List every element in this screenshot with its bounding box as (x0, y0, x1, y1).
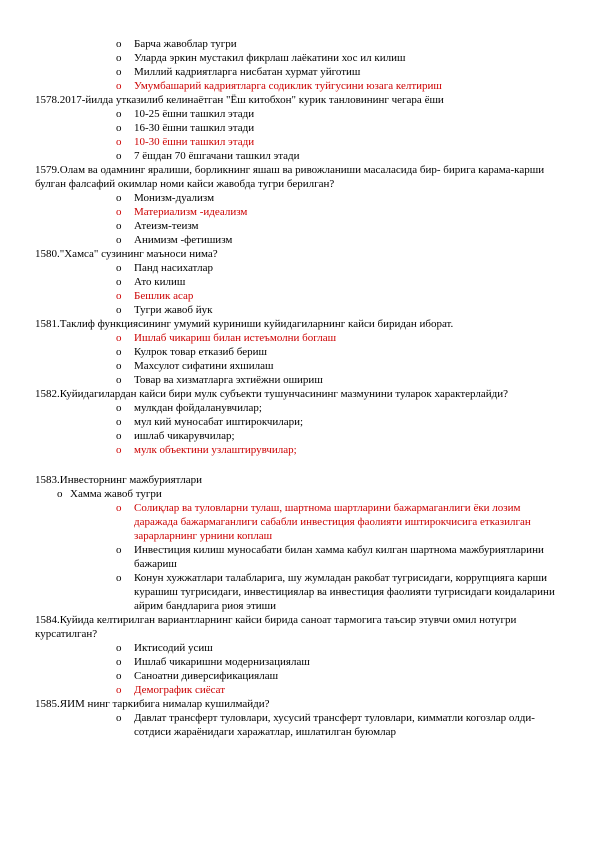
answer-option (0, 65, 555, 79)
bullet-icon: o (116, 276, 122, 288)
answer-option-text: мулкдан фойдаланувчилар; (134, 402, 262, 414)
bullet-icon: o (116, 206, 122, 218)
answer-option-text: Уларда эркин мустакил фикрлаш лаёкатини хос ил килиш (134, 52, 406, 64)
answer-option-correct (0, 289, 555, 303)
bullet-icon: o (116, 80, 122, 92)
question-text: 1583.Инвесторнинг мажбуриятлари (35, 474, 202, 486)
bullet-icon: o (116, 670, 122, 682)
bullet-icon: o (116, 122, 122, 134)
bullet-icon: o (116, 444, 122, 456)
answer-option-text: Тугри жавоб йук (134, 304, 213, 316)
answer-option-text: Бешлик асар (134, 290, 194, 302)
answer-option-text: Саноатни диверсификациялаш (134, 670, 279, 682)
answer-option (0, 149, 555, 163)
answer-option-text: мул кий муносабат иштирокчилари; (134, 416, 304, 428)
answer-option-text: Демографик сиёсат (134, 684, 226, 696)
answer-option-text: Хамма жавоб тугри (70, 488, 162, 500)
answer-option-text: Иктисодий усиш (134, 642, 213, 654)
answer-option-correct (0, 501, 555, 543)
answer-option (0, 669, 555, 683)
answer-option-correct (0, 79, 555, 93)
question-text: 1581.Таклиф функциясининг умумий куриниши куйидагиларнинг кайси биридан иборат. (35, 318, 454, 330)
bullet-icon: o (116, 150, 122, 162)
answer-option (0, 303, 555, 317)
answer-option-text: Ишлаб чикаришни модернизациялаш (134, 656, 310, 668)
bullet-icon: o (116, 346, 122, 358)
question-text: 1584.Куйида келтирилган вариантларнинг кайси бирида саноат тармогига таъсир этувчи омил нотугри курсатилган? (35, 614, 517, 640)
answer-option (0, 233, 555, 247)
bullet-icon: o (116, 360, 122, 372)
bullet-icon: o (116, 38, 122, 50)
bullet-icon: o (116, 290, 122, 302)
question-text: 1580."Хамса" сузининг маъноси нима? (35, 248, 218, 260)
answer-option-text: Кулрок товар етказиб бериш (134, 346, 267, 358)
answer-option-text: Конун хужжатлари талабларига, шу жумладан ракобат тугрисидаги, коррупцияга карши курашиш тугрисидаги, инвестициялар ва инвестиция фаолияти тугрисидаги коидаларини айрим бандларига риоя этиши (134, 572, 555, 612)
answer-option (0, 711, 555, 739)
bullet-icon: o (116, 192, 122, 204)
answer-option (0, 219, 555, 233)
bullet-icon: o (116, 52, 122, 64)
answer-option (0, 487, 555, 501)
answer-option (0, 107, 555, 121)
answer-option-text: Монизм-дуализм (134, 192, 215, 204)
answer-option-text: мулк объектини узлаштирувчилар; (134, 444, 297, 456)
bullet-icon: o (116, 656, 122, 668)
answer-option-text: Ато килиш (134, 276, 186, 288)
bullet-icon: o (116, 502, 122, 514)
bullet-icon: o (116, 220, 122, 232)
answer-option-correct (0, 135, 555, 149)
answer-option-text: 16-30 ёшни ташкил этади (134, 122, 255, 134)
answer-option-text: Махсулот сифатини яхшилаш (134, 360, 274, 372)
answer-option-text: Материализм -идеализм (134, 206, 248, 218)
answer-option-text: Атеизм-теизм (134, 220, 199, 232)
bullet-icon: o (116, 430, 122, 442)
answer-option-correct (0, 443, 555, 457)
answer-option (0, 275, 555, 289)
bullet-icon: o (116, 416, 122, 428)
answer-option (0, 543, 555, 571)
blank-line (0, 457, 595, 473)
bullet-icon: o (116, 304, 122, 316)
answer-option-text: 10-25 ёшни ташкил этади (134, 108, 255, 120)
document-body (0, 37, 595, 739)
answer-option-text: 10-30 ёшни ташкил этади (134, 136, 255, 148)
bullet-icon: o (116, 108, 122, 120)
answer-option (0, 655, 555, 669)
bullet-icon: o (116, 712, 122, 724)
answer-option (0, 641, 555, 655)
answer-option-text: Барча жавоблар тугри (134, 38, 237, 50)
answer-option-text: Инвестиция килиш муносабати билан хамма кабул килган шартнома мажбуриятларини бажариш (134, 544, 544, 570)
answer-option (0, 191, 555, 205)
bullet-icon: o (116, 374, 122, 386)
question-text: 1585.ЯИМ нинг таркибига нималар кушилмайди? (35, 698, 270, 710)
answer-option (0, 571, 555, 613)
bullet-icon: o (116, 262, 122, 274)
bullet-icon: o (116, 332, 122, 344)
answer-option (0, 261, 555, 275)
answer-option (0, 121, 555, 135)
question-text: 1578.2017-йилда утказилиб келинаётган "Ёш китобхон" курик танловининг чегара ёши (35, 94, 444, 106)
answer-option (0, 345, 555, 359)
answer-option-text: ишлаб чикарувчилар; (134, 430, 235, 442)
bullet-icon: o (116, 66, 122, 78)
bullet-icon: o (57, 488, 63, 500)
bullet-icon: o (116, 234, 122, 246)
answer-option-correct (0, 205, 555, 219)
answer-option-text: Ишлаб чикариш билан истеъмолни боглаш (134, 332, 337, 344)
answer-option-text: Миллий кадриятларга нисбатан хурмат уйготиш (134, 66, 361, 78)
answer-option (0, 429, 555, 443)
question-text: 1579.Олам ва одамнинг яралиши, борликнинг яшаш ва ривожланиши масаласида бир- бирига карама-карши булган фалсафий окимлар номи кайси жавобда тугри берилган? (35, 164, 545, 190)
answer-option-text: Давлат трансферт туловлари, хусусий трансферт туловлари, кимматли когозлар олди-сотдиси жараёнидаги харажатлар, ишлатилган буюмлар (134, 712, 535, 738)
answer-option-correct (0, 331, 555, 345)
answer-option-text: Солиқлар ва туловларни тулаш, шартнома шартларини бажармаганлиги ёки лозим даражада бажармаганлиги сабабли инвестиция фаолияти иштирокчисига етказилган зарарларнинг урнини коплаш (134, 502, 531, 542)
bullet-icon: o (116, 572, 122, 584)
answer-option-text: Панд насихатлар (134, 262, 213, 274)
answer-option-text: Умумбашарий кадриятларга содиклик туйгусини юзага келтириш (134, 80, 442, 92)
answer-option (0, 51, 555, 65)
answer-option (0, 359, 555, 373)
answer-option-correct (0, 683, 555, 697)
answer-option (0, 37, 555, 51)
answer-option (0, 401, 555, 415)
answer-option (0, 415, 555, 429)
question-text: 1582.Куйидагилардан кайси бири мулк субъекти тушунчасининг мазмунини туларок характерлайди? (35, 388, 508, 400)
bullet-icon: o (116, 544, 122, 556)
bullet-icon: o (116, 136, 122, 148)
answer-option-text: Товар ва хизматларга эхтиёжни ошириш (134, 374, 323, 386)
bullet-icon: o (116, 684, 122, 696)
bullet-icon: o (116, 642, 122, 654)
answer-option-text: 7 ёшдан 70 ёшгачани ташкил этади (134, 150, 300, 162)
answer-option-text: Анимизм -фетишизм (134, 234, 233, 246)
answer-option (0, 373, 555, 387)
bullet-icon: o (116, 402, 122, 414)
